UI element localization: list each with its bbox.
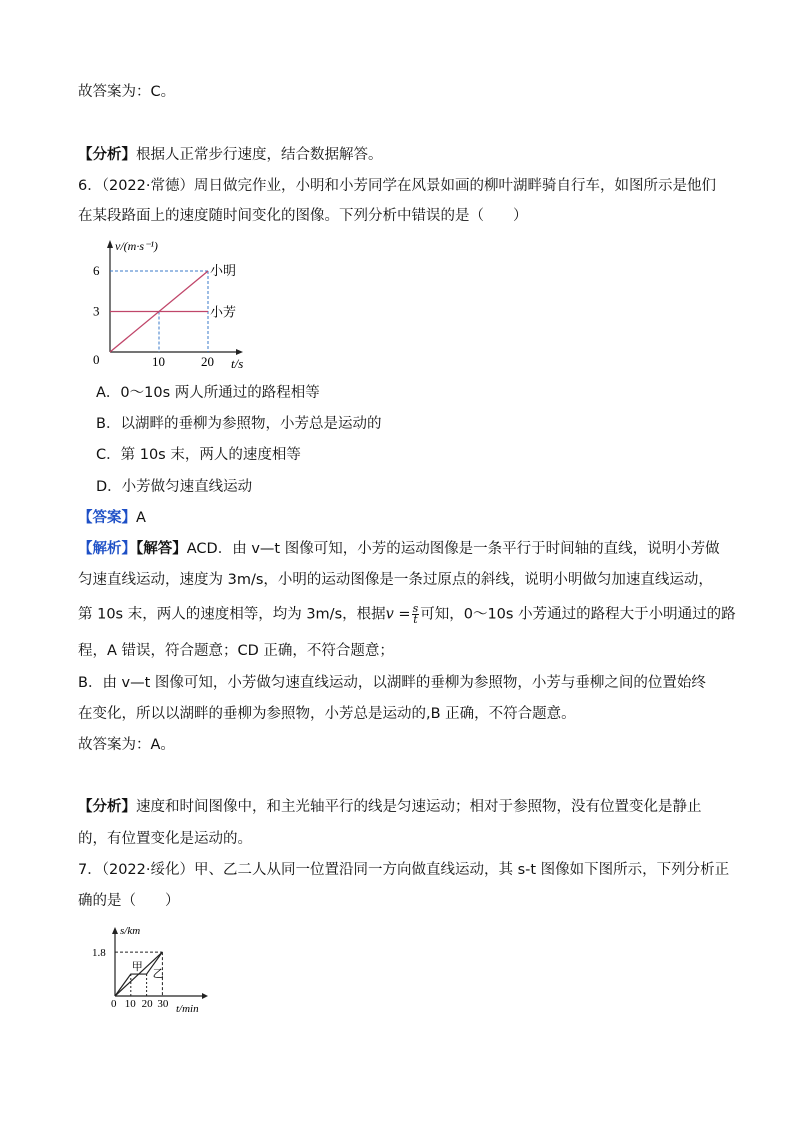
y-axis-arrow	[112, 927, 118, 934]
solution-line-7: 故答案为：A。	[78, 737, 175, 753]
question-7-line-2: 确的是（ ）	[78, 893, 180, 909]
y-axis-arrow	[107, 240, 113, 248]
series-label-yi: 乙	[152, 968, 164, 981]
question-7-line-1: 7．（2022·绥化）甲、乙二人从同一位置沿同一方向做直线运动，其 s-t 图像如下图所示，下列分析正	[78, 862, 730, 878]
solution-line-3: 第 10s 末，两人的速度相等，均为 3m/s，根据v = $\frac{s}{t}$ 可知，0～10s 小芳通过的路程大于小明通过的路	[78, 602, 736, 626]
solution-line-1: 【解析】【解答】ACD．由 v—t 图像可知，小芳的运动图像是一条平行于时间轴的直线，说明小芳做	[78, 541, 720, 557]
x-axis-label: t/s	[231, 356, 244, 371]
solution-line-2: 匀速直线运动，速度为 3m/s，小明的运动图像是一条过原点的斜线，说明小明做匀加速直线运动，	[78, 572, 713, 588]
analysis-2-line-1: 【分析】速度和时间图像中，和主光轴平行的线是匀速运动；相对于参照物，没有位置变化是静止	[78, 799, 702, 815]
x-tick-10: 10	[152, 354, 165, 369]
option-b: B．以湖畔的垂柳为参照物，小芳总是运动的	[96, 416, 382, 432]
series-label-xiaoming: 小明	[210, 263, 237, 278]
y-tick-1-8: 1.8	[92, 947, 106, 960]
answer-key: 【答案】A	[78, 510, 146, 526]
question-6-line-1: 6．（2022·常德）周日做完作业，小明和小芳同学在风景如画的柳叶湖畔骑自行车，如图所示是他们	[78, 178, 716, 194]
x-tick-10: 10	[124, 998, 136, 1010]
fraction-s-over-t: $\frac{s}{t}$	[412, 602, 419, 626]
analysis-line: 【分析】根据人正常步行速度，结合数据解答。	[78, 147, 383, 163]
solution-line-5: B．由 v—t 图像可知，小芳做匀速直线运动，以湖畔的垂柳为参照物，小芳与垂柳之间的位置始终	[78, 675, 706, 691]
solution-line-4: 程，A 错误，符合题意；CD 正确，不符合题意；	[78, 643, 394, 659]
y-axis-label: s/km	[120, 925, 141, 937]
option-c: C．第 10s 末，两人的速度相等	[96, 447, 301, 463]
answer-line: 故答案为：C。	[78, 84, 176, 100]
vt-chart	[88, 236, 258, 376]
y-tick-6: 6	[93, 263, 100, 278]
x-axis-label: t/min	[176, 1003, 199, 1015]
x-tick-30: 30	[157, 998, 169, 1010]
option-d: D．小芳做匀速直线运动	[96, 479, 253, 495]
x-tick-20: 20	[141, 998, 153, 1010]
y-tick-3: 3	[93, 303, 100, 319]
x-axis-arrow	[236, 349, 243, 355]
series-label-xiaofang: 小芳	[210, 304, 237, 320]
x-tick-20: 20	[201, 354, 214, 369]
question-6-line-2: 在某段路面上的速度随时间变化的图像。下列分析中错误的是（ ）	[78, 208, 528, 224]
solution-line-6: 在变化，所以以湖畔的垂柳为参照物，小芳总是运动的,B 正确，不符合题意。	[78, 706, 576, 722]
analysis-2-line-2: 的，有位置变化是运动的。	[78, 831, 252, 847]
option-a: A．0～10s 两人所通过的路程相等	[96, 385, 320, 401]
st-chart	[90, 922, 230, 1017]
y-axis-label: v/(m·s⁻¹)	[115, 239, 158, 253]
x-tick-0: 0	[93, 352, 100, 367]
x-axis-arrow	[202, 993, 208, 999]
x-tick-0: 0	[111, 998, 117, 1010]
series-label-jia: 甲	[131, 961, 143, 974]
